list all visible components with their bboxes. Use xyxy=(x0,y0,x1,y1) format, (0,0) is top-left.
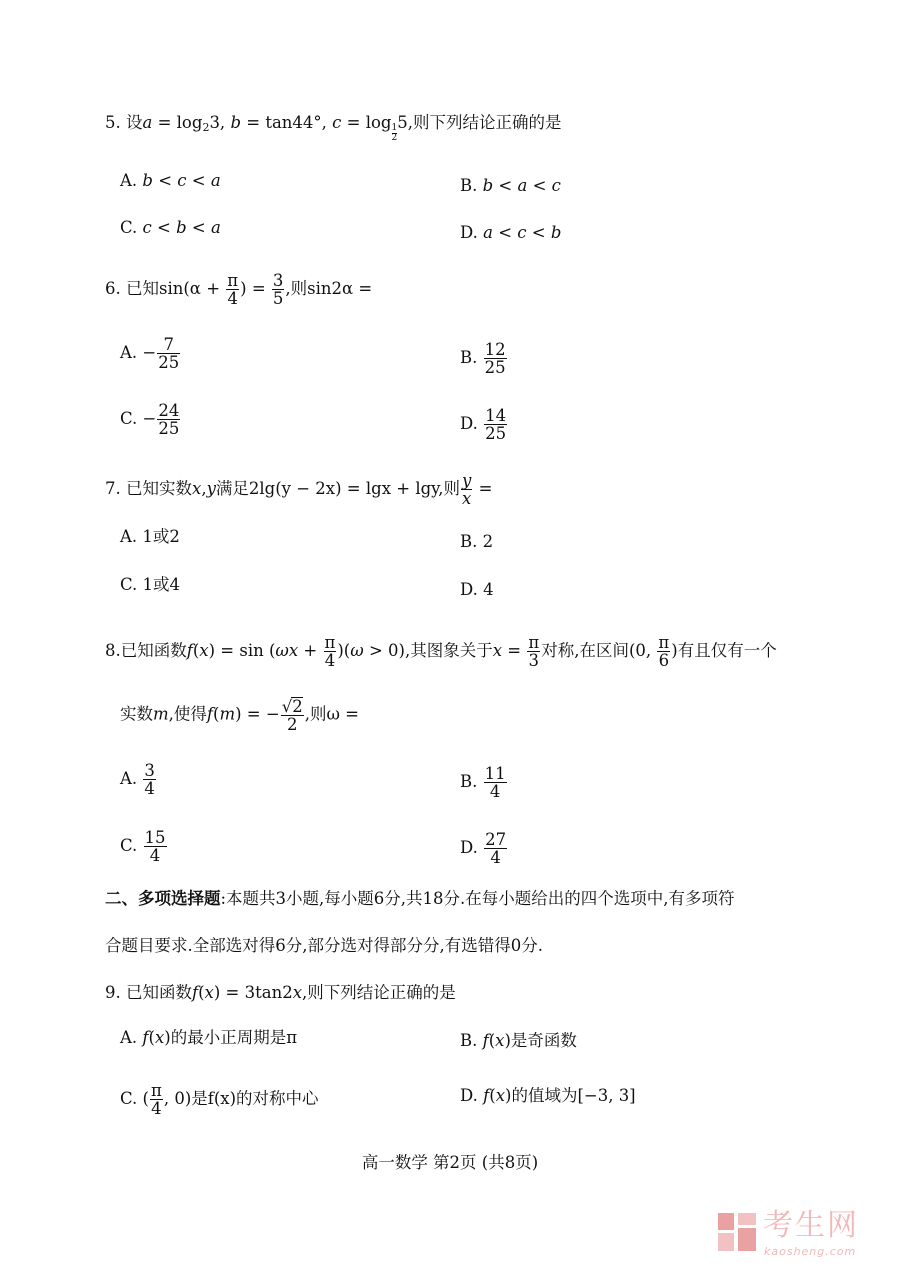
page-footer: 高一数学 第2页 (共8页) xyxy=(361,1153,539,1172)
q8-stem-line1: 8.已知函数f(x) = sin (ωx + $\frac{\pi}{4}$ )(ω > 0),其图象关于x = $\frac{\pi}{3}$ 对称,在区间(0, $\frac{\pi}{6}$ )有且仅有一个 xyxy=(105,633,777,670)
watermark-url: kaosheng.com xyxy=(764,1245,857,1258)
q7-stem: 7. 已知实数x,y满足2lg(y − 2x) = lgx + lgy,则 $\frac{y}{x}$ = xyxy=(105,471,493,508)
q7-option-d: D. 4 xyxy=(460,580,494,599)
q9-option-b: B. f(x)是奇函数 xyxy=(460,1031,577,1050)
watermark-name: 考生网 xyxy=(763,1208,859,1243)
q5-stem: 5. 设$a = \log_23$, b = tan44°, c = log $\frac{1}{2}$ 5,则下列结论正确的是 xyxy=(105,113,562,143)
kaosheng-logo-icon xyxy=(716,1211,758,1253)
q5-option-a: A. b < c < a xyxy=(120,171,221,190)
watermark xyxy=(716,1208,881,1264)
q5-option-d: D. a < c < b xyxy=(460,223,562,242)
section2-line2: 合题目要求.全部选对得6分,部分选对得部分分,有选错得0分. xyxy=(105,936,543,955)
q7-option-c: C. 1或4 xyxy=(120,575,181,594)
q9-option-c: C. ( $\frac{\pi}{4}$ , 0)是f(x)的对称中心 xyxy=(120,1081,319,1118)
q9-stem: 9. 已知函数f(x) = 3tan2x,则下列结论正确的是 xyxy=(105,983,456,1002)
q7-option-a: A. 1或2 xyxy=(120,527,180,546)
q5-text: ,则下列结论正确的是 xyxy=(407,113,562,132)
q9-option-d: D. f(x)的值域为[−3, 3] xyxy=(460,1086,636,1105)
q8-option-b: B. $\frac{11}{4}$ xyxy=(460,764,506,801)
q6-option-a: A. − $\frac{7}{25}$ xyxy=(120,335,180,372)
q5-option-c: C. c < b < a xyxy=(120,218,221,237)
q6-option-d: D. $\frac{14}{25}$ xyxy=(460,406,507,443)
q8-option-a: A. $\frac{3}{4}$ xyxy=(120,761,155,798)
q8-stem-line2: 实数m,使得f(m) = − $\frac{√2}{2}$ ,则ω = xyxy=(120,697,359,734)
q9-option-a: A. f(x)的最小正周期是π xyxy=(120,1028,298,1047)
q6-option-c: C. − $\frac{24}{25}$ xyxy=(120,401,180,438)
q5-option-b: B. b < a < c xyxy=(460,176,561,195)
q5-prefix: 5. 设 xyxy=(105,113,143,132)
section2-heading: 二、多项选择题 xyxy=(105,889,221,908)
q6-stem: 6. 已知sin(α + $\frac{\pi}{4}$ ) = $\frac{3}{5}$ ,则sin2α = xyxy=(105,271,373,308)
q7-option-b: B. 2 xyxy=(460,532,494,551)
q6-option-b: B. $\frac{12}{25}$ xyxy=(460,340,506,377)
section2-line1: 二、多项选择题:本题共3小题,每小题6分,共18分.在每小题给出的四个选项中,有多项符 xyxy=(105,889,735,908)
q8-option-c: C. $\frac{15}{4}$ xyxy=(120,828,166,865)
q8-option-d: D. $\frac{27}{4}$ xyxy=(460,830,507,867)
